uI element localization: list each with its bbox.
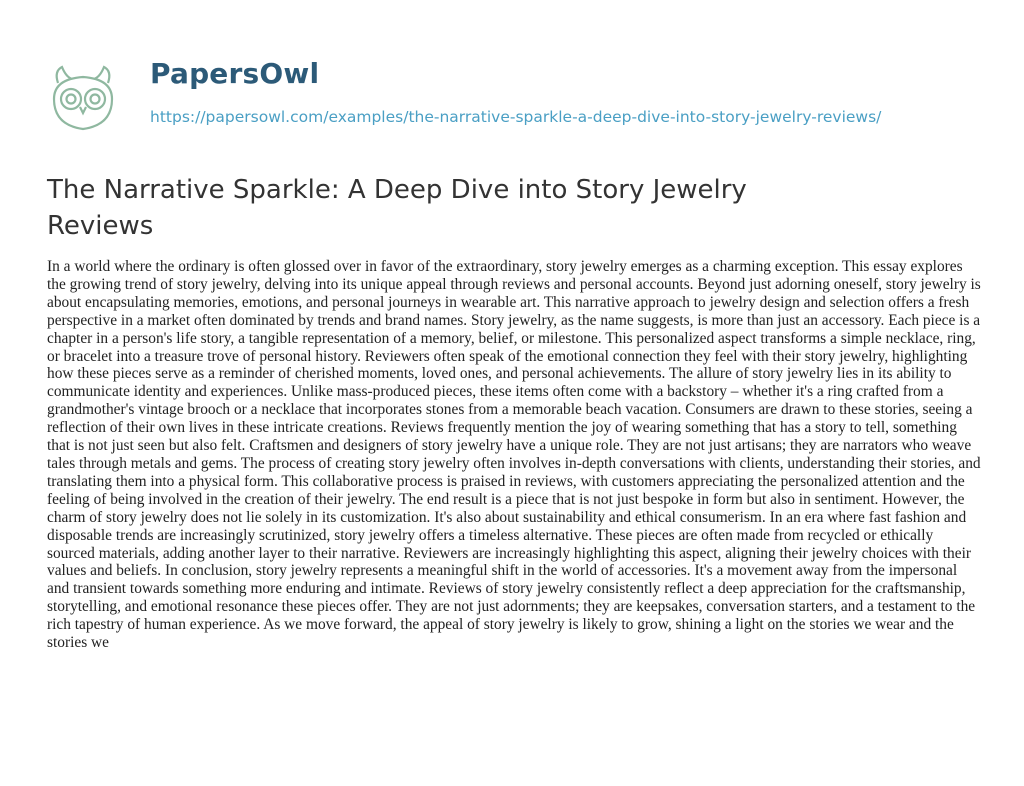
- page-title: The Narrative Sparkle: A Deep Dive into Story Jewelry Reviews: [47, 175, 747, 241]
- source-url[interactable]: https://papersowl.com/examples/the-narrative-sparkle-a-deep-dive-into-story-jewelry-reviews/: [150, 108, 882, 126]
- article-body: In a world where the ordinary is often glossed over in favor of the extraordinary, story jewelry emerges as a charming exception. This essay explores the growing trend of story jewelry, delving into its unique appeal through reviews and personal accounts. Beyond just adorning oneself, story jewelry is about encapsulating memories, emotions, and personal journeys in wearable art. This narrative approach to jewelry design and selection offers a fresh perspective in a market often dominated by trends and brand names. Story jewelry, as the name suggests, is more than just an accessory. Each piece is a chapter in a person's life story, a tangible representation of a memory, belief, or milestone. This personalized aspect transforms a simple necklace, ring, or bracelet into a treasure trove of personal history. Reviewers often speak of the emotional connection they feel with their story jewelry, highlighting how these pieces serve as a reminder of cherished moments, loved ones, and personal achievements. The allure of story jewelry lies in its ability to communicate identity and experiences. Unlike mass-produced pieces, these items often come with a backstory – whether it's a ring crafted from a grandmother's vintage brooch or a necklace that incorporates stones from a memorable beach vacation. Consumers are drawn to these stories, seeing a reflection of their own lives in these intricate creations. Reviews frequently mention the joy of wearing something that has a story to tell, something that is not just seen but also felt. Craftsmen and designers of story jewelry have a unique role. They are not just artisans; they are narrators who weave tales through metals and gems. The process of creating story jewelry often involves in-depth conversations with clients, understanding their stories, and translating them into a physical form. This collaborative process is praised in reviews, with customers appreciating the personalized attention and the feeling of being involved in the creation of their jewelry. The end result is a piece that is not just bespoke in form but also in sentiment. However, the charm of story jewelry does not lie solely in its customization. It's also about sustainability and ethical consumerism. In an era where fast fashion and disposable trends are increasingly scrutinized, story jewelry offers a timeless alternative. These pieces are often made from recycled or ethically sourced materials, adding another layer to their narrative. Reviewers are increasingly highlighting this aspect, aligning their jewelry choices with their values and beliefs. In conclusion, story jewelry represents a meaningful shift in the world of accessories. It's a movement away from the impersonal and transient towards something more enduring and intimate. Reviews of story jewelry consistently reflect a deep appreciation for the craftsmanship, storytelling, and emotional resonance these pieces offer. They are not just adornments; they are keepsakes, conversation starters, and a testament to the rich tapestry of human experience. As we move forward, the appeal of story jewelry is likely to grow, shining a light on the stories we wear and the stories we: [47, 258, 981, 652]
- brand-name[interactable]: PapersOwl: [150, 57, 320, 90]
- owl-logo-icon: [48, 63, 118, 133]
- site-header: [40, 45, 980, 145]
